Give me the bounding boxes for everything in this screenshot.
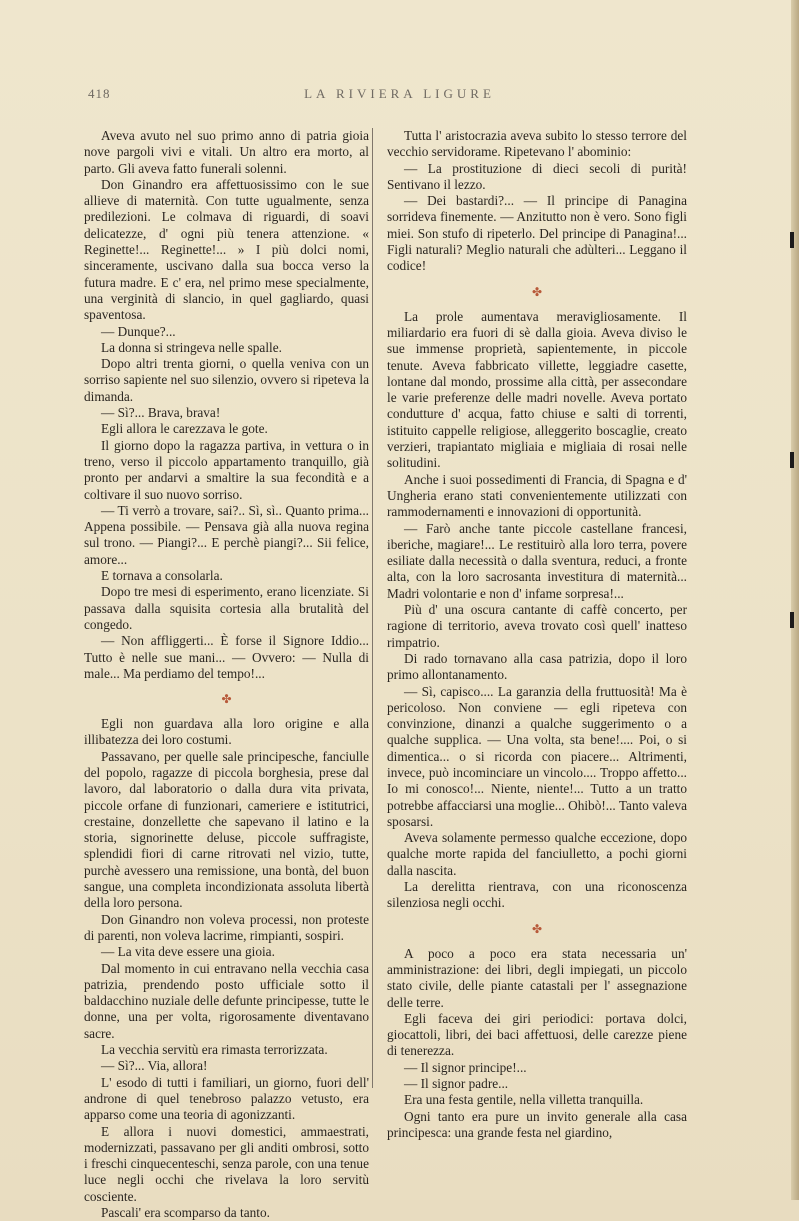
paragraph: Egli non guardava alla loro origine e alla illibatezza dei loro costumi.	[84, 716, 369, 748]
paragraph: — Sì?... Via, allora!	[101, 1058, 208, 1074]
page-number: 418	[88, 86, 111, 101]
paragraph: Egli allora le carezzava le gote.	[101, 421, 268, 437]
paragraph: — Non affliggerti... È forse il Signore Iddio... Tutto è nelle sue mani... — Ovvero: — Nulla di male... Ma perdiamo del tempo!...	[84, 633, 369, 681]
right-column	[387, 128, 687, 1141]
paragraph: Il giorno dopo la ragazza partiva, in vettura o in treno, verso il piccolo appartamento tranquillo, già pronto per andarvi a smaltire la sua fecondità e a coltivare il suo nuovo sorriso.	[84, 437, 369, 502]
section-ornament: ✤	[531, 284, 543, 299]
binding-mark	[790, 612, 794, 628]
paragraph: — La vita deve essere una gioia.	[101, 944, 275, 960]
paragraph: La prole aumentava meravigliosamente. Il miliardario era fuori di sè dalla gioia. Aveva diviso le sue immense proprietà, sapientemente, in piccole tenute. Aveva fabbricato villette, leggiadre casette, lontane dal mondo, prossime alla città, per assecondare le varie preferenze delle madri novelle. Aveva portato condutture d' acqua, fatto chiuse e salti di torrenti, istituito cappelle religiose, alleggerito boscaglie, creato verzieri, trapiantato migliaia e migliaia di rosai nelle solitudini.	[387, 308, 687, 471]
paragraph: — Farò anche tante piccole castellane francesi, iberiche, magiare!... Le restituirò alla loro terra, povere esiliate dalla necessità o dalla sventura, reduci, a fronte alta, con la loro sacrosanta investitura di maternità... Madri volontarie e non d' infame sorpresa!...	[387, 520, 687, 601]
paragraph: E allora i nuovi domestici, ammaestrati, modernizzati, passavano per gli anditi ombrosi, sotto i freschi cinquecenteschi, senza parole, con una tenue luce negli occhi che rivelava la loro servitù cosciente.	[84, 1123, 369, 1204]
paragraph: Dopo altri trenta giorni, o quella veniva con un sorriso sapiente nel suo silenzio, ovvero si ripeteva la dimanda.	[84, 356, 369, 404]
paragraph: Di rado tornavano alla casa patrizia, dopo il loro primo allontanamento.	[387, 650, 687, 683]
paragraph: Più d' una oscura cantante di caffè concerto, per ragione di territorio, aveva trovato così quell' inatteso rimpatrio.	[387, 602, 687, 650]
paragraph: La donna si stringeva nelle spalle.	[101, 339, 282, 355]
section-ornament: ✤	[221, 692, 232, 707]
paragraph: Passavano, per quelle sale principesche, fanciulle del popolo, ragazze di piccola borghesia, prese dal lavoro, dal laboratorio o dalla dura vita privata, piccole orfane di funzionari, cameriere e istitutrici, crestaine, donzellette che sapevano il latino e la storia, signorinette deluse, piccole suffragiste, splendidi fiori di carne ritrovati nel vizio, tutte, purchè avessero una remissione, una bontà, del buon sangue, una completa incondizionata assoluta libertà della loro persona.	[84, 748, 369, 911]
binding-mark	[790, 232, 794, 248]
paragraph: Don Ginandro era affettuosissimo con le sue allieve di maternità. Con tutte ugualmente, senza predilezioni. Le colmava di riguardi, di soavi delicatezze, d' ogni più tenera attenzione. « Reginette!... Reginette!... » I più dolci nomi, sinceramente, uscivano dalla sua bocca verso la futura madre. E c' era, nel primo mese specialmente, una verginità di slancio, in quel gagliardo, quasi spaventosa.	[84, 176, 369, 323]
section-ornament: ✤	[531, 921, 543, 936]
paragraph: Aveva solamente permesso qualche eccezione, dopo qualche morte rapida del fanciulletto, a pochi giorni dalla nascita.	[387, 830, 687, 878]
paragraph: A poco a poco era stata necessaria un' amministrazione: dei libri, degli impiegati, un piccolo stato civile, delle piante catastali per l' assegnazione delle terre.	[387, 945, 687, 1010]
paragraph: Don Ginandro non voleva processi, non proteste di parenti, non voleva lacrime, rimpianti, sospiri.	[84, 911, 369, 943]
paragraph: La vecchia servitù era rimasta terrorizzata.	[101, 1042, 328, 1058]
paragraph: Anche i suoi possedimenti di Francia, di Spagna e d' Ungheria erano stati convenientemente utilizzati con rammodernamenti e innovazioni di opportunità.	[387, 471, 687, 520]
paragraph: Dopo tre mesi di esperimento, erano licenziate. Si passava dalla squisita cortesia alla brutalità del congedo.	[84, 584, 369, 632]
paragraph: — Sì?... Brava, brava!	[101, 405, 221, 421]
left-column	[84, 128, 369, 1221]
paragraph: Pascali' era scomparso da tanto.	[101, 1205, 270, 1220]
paragraph: — Dunque?...	[101, 323, 176, 339]
paragraph: — La prostituzione di dieci secoli di purità! Sentivano il lezzo.	[387, 160, 687, 192]
binding-mark	[790, 452, 794, 468]
running-title: LA RIVIERA LIGURE	[304, 86, 495, 101]
column-rule	[372, 128, 373, 1088]
paragraph: Tutta l' aristocrazia aveva subito lo stesso terrore del vecchio servidorame. Ripetevano l' abominio:	[387, 128, 687, 160]
paragraph: Dal momento in cui entravano nella vecchia casa patrizia, prendendo posto ufficiale sotto il baldacchino nuziale delle defunte principesse, tutte le donne, una per volta, rigorosamente diventavano sacre.	[84, 960, 369, 1041]
paragraph: — Il signor padre...	[404, 1076, 509, 1092]
paragraph: — Sì, capisco.... La garanzia della fruttuosità! Ma è pericoloso. Non conviene — egli ripeteva con convinzione, dinanzi a qualche suggerimento o a qualche supplica. — Una volta, sta bene!.... Poi, o si dimentica... o si ricorda con piacere... Altrimenti, invece, può incominciare un vincolo.... Troppo affetto... Io mi conosco!... Niente, niente!... Tutto a un tratto potrebbe affacciarsi una moglie... Ohibò!... Tanto valeva sposarsi.	[387, 683, 687, 829]
paragraph: — Il signor principe!...	[404, 1059, 527, 1075]
page-header	[0, 86, 799, 106]
page-edge	[791, 0, 799, 1200]
paragraph: E tornava a consolarla.	[101, 568, 223, 584]
paragraph: La derelitta rientrava, con una riconoscenza silenziosa negli occhi.	[387, 879, 687, 911]
paragraph: Era una festa gentile, nella villetta tranquilla.	[404, 1092, 644, 1108]
paragraph: Ogni tanto era pure un invito generale alla casa principesca: una grande festa nel giardino,	[387, 1108, 687, 1140]
paragraph: Aveva avuto nel suo primo anno di patria gioia nove pargoli vivi e vitali. Un altro era morto, al parto. Gli aveva fatto funerali solenni.	[84, 128, 369, 176]
paragraph: — Dei bastardi?... — Il principe di Panagina sorrideva finemente. — Anzitutto non è vero. Sono figli miei. Son stufo di ripeterlo. Del principe di Panagina!... Figli naturali? Meglio naturali che adùlteri... Leggano il codice!	[387, 193, 687, 274]
paragraph: Egli faceva dei giri periodici: portava dolci, giocattoli, libri, dei baci affettuosi, delle carezze piene di tenerezza.	[387, 1010, 687, 1059]
paragraph: — Ti verrò a trovare, sai?.. Sì, sì.. Quanto prima... Appena possibile. — Pensava già alla nuova regina sul trono. — Piangi?... E perchè piangi?... Sii felice, amore...	[84, 502, 369, 567]
paragraph: L' esodo di tutti i familiari, un giorno, fuori dell' androne di quel tenebroso palazzo vetusto, era apparso come una teoria di agonizzanti.	[84, 1074, 369, 1123]
